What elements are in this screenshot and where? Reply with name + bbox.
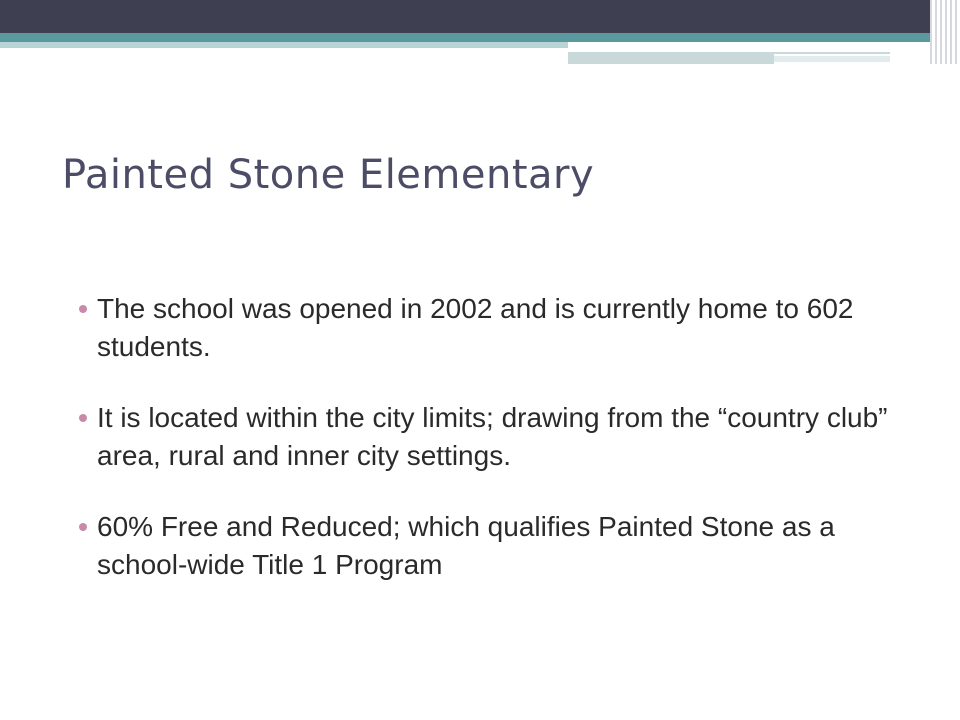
banner-step-shade-right <box>774 56 890 62</box>
bullet-dot-icon <box>79 523 87 531</box>
bullet-dot-icon <box>79 305 87 313</box>
bullet-text: The school was opened in 2002 and is currently home to 602 students. <box>97 293 854 362</box>
banner-step <box>568 42 890 52</box>
accent-stripe-light <box>0 42 570 48</box>
bullet-list <box>75 290 925 617</box>
slide-title: Painted Stone Elementary <box>62 152 595 198</box>
corner-stripes <box>930 0 960 64</box>
accent-stripe <box>0 33 960 42</box>
bullet-item <box>75 290 925 366</box>
bullet-item <box>75 508 925 584</box>
banner-step-shade <box>568 54 774 64</box>
bullet-text: 60% Free and Reduced; which qualifies Painted Stone as a school-wide Title 1 Program <box>97 511 835 580</box>
bullet-item <box>75 399 925 475</box>
top-banner <box>0 0 960 33</box>
bullet-dot-icon <box>79 414 87 422</box>
bullet-text: It is located within the city limits; drawing from the “country club” area, rural and inner city settings. <box>97 402 888 471</box>
